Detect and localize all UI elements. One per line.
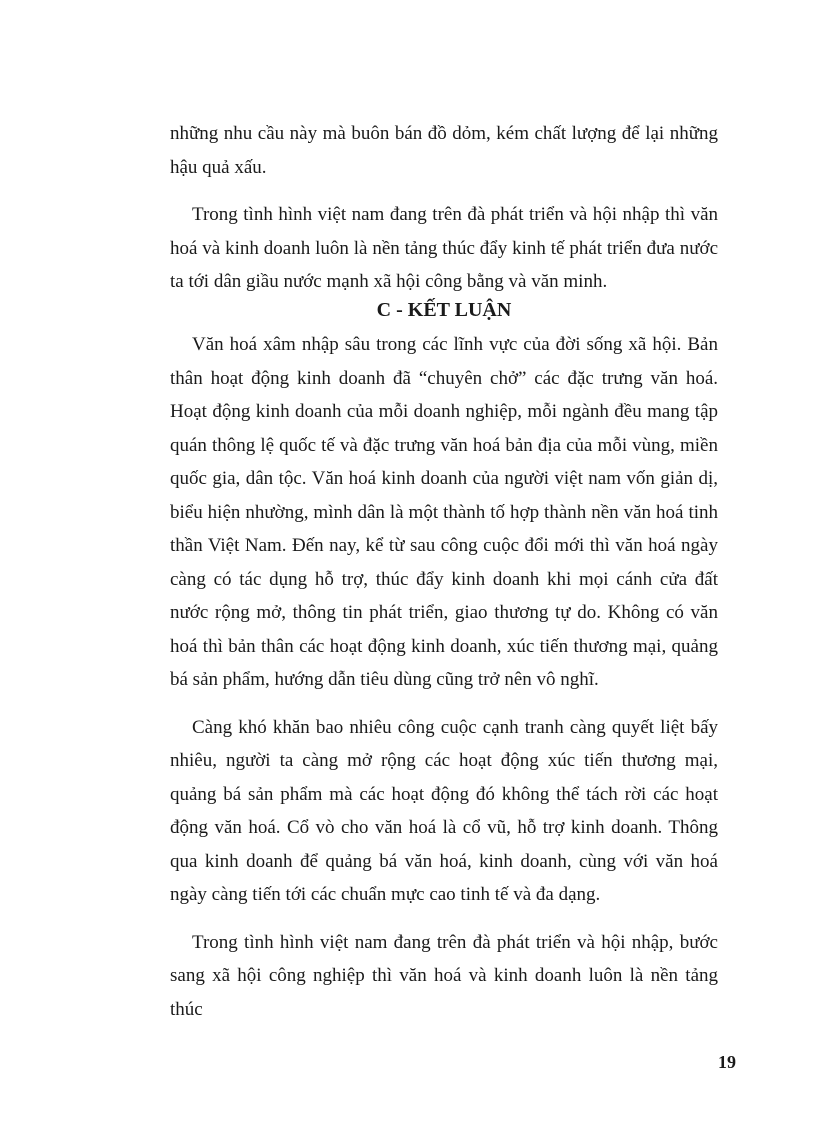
paragraph-competition: Càng khó khăn bao nhiêu công cuộc cạnh tranh càng quyết liệt bấy nhiêu, người ta càng mở rộng các hoạt động xúc tiến thương mại, quảng bá sản phẩm mà các hoạt động đó không thể tách rời các hoạt động văn hoá. Cổ vò cho văn hoá là cổ vũ, hỗ trợ kinh doanh. Thông qua kinh doanh để quảng bá văn hoá, kinh doanh, cùng với văn hoá ngày càng tiến tới các chuẩn mực cao tinh tế và đa dạng. <box>170 716 718 905</box>
paragraph-continuation: những nhu cầu này mà buôn bán đồ dỏm, kém chất lượng để lại những hậu quả xấu. <box>170 123 718 178</box>
section-heading: C - KẾT LUẬN <box>376 299 512 321</box>
conclusion-text-block <box>170 328 718 1026</box>
page-number: 19 <box>718 1052 736 1072</box>
paragraph-culture: Văn hoá xâm nhập sâu trong các lĩnh vực của đời sống xã hội. Bản thân hoạt động kinh doanh đã “chuyên chở” các đặc trưng văn hoá. Hoạt động kinh doanh của mỗi doanh nghiệp, mỗi ngành đều mang tập quán thông lệ quốc tế và đặc trưng văn hoá bản địa của mỗi vùng, miền quốc gia, dân tộc. Văn hoá kinh doanh của người việt nam vốn giản dị, biểu hiện nhường, mình dân là một thành tố hợp thành nền văn hoá tinh thần Việt Nam. Đến nay, kể từ sau công cuộc đổi mới thì văn hoá ngày càng có tác dụng hỗ trợ, thúc đẩy kinh doanh khi mọi cánh cửa đất nước rộng mở, thông tin phát triển, giao thương tự do. Không có văn hoá thì bản thân các hoạt động kinh doanh, xúc tiến thương mại, quảng bá sản phẩm, hướng dẫn tiêu dùng cũng trở nên vô nghĩ. <box>170 334 718 690</box>
paragraph-integration: Trong tình hình việt nam đang trên đà phát triển và hội nhập, bước sang xã hội công nghiệp thì văn hoá và kinh doanh luôn là nền tảng thúc <box>170 931 718 1020</box>
paragraph-development: Trong tình hình việt nam đang trên đà phát triển và hội nhập thì văn hoá và kinh doanh luôn là nền tảng thúc đẩy kinh tế phát triển đưa nước ta tới dân giầu nước mạnh xã hội công bằng và văn minh. <box>170 204 718 292</box>
intro-text-block <box>170 117 718 299</box>
